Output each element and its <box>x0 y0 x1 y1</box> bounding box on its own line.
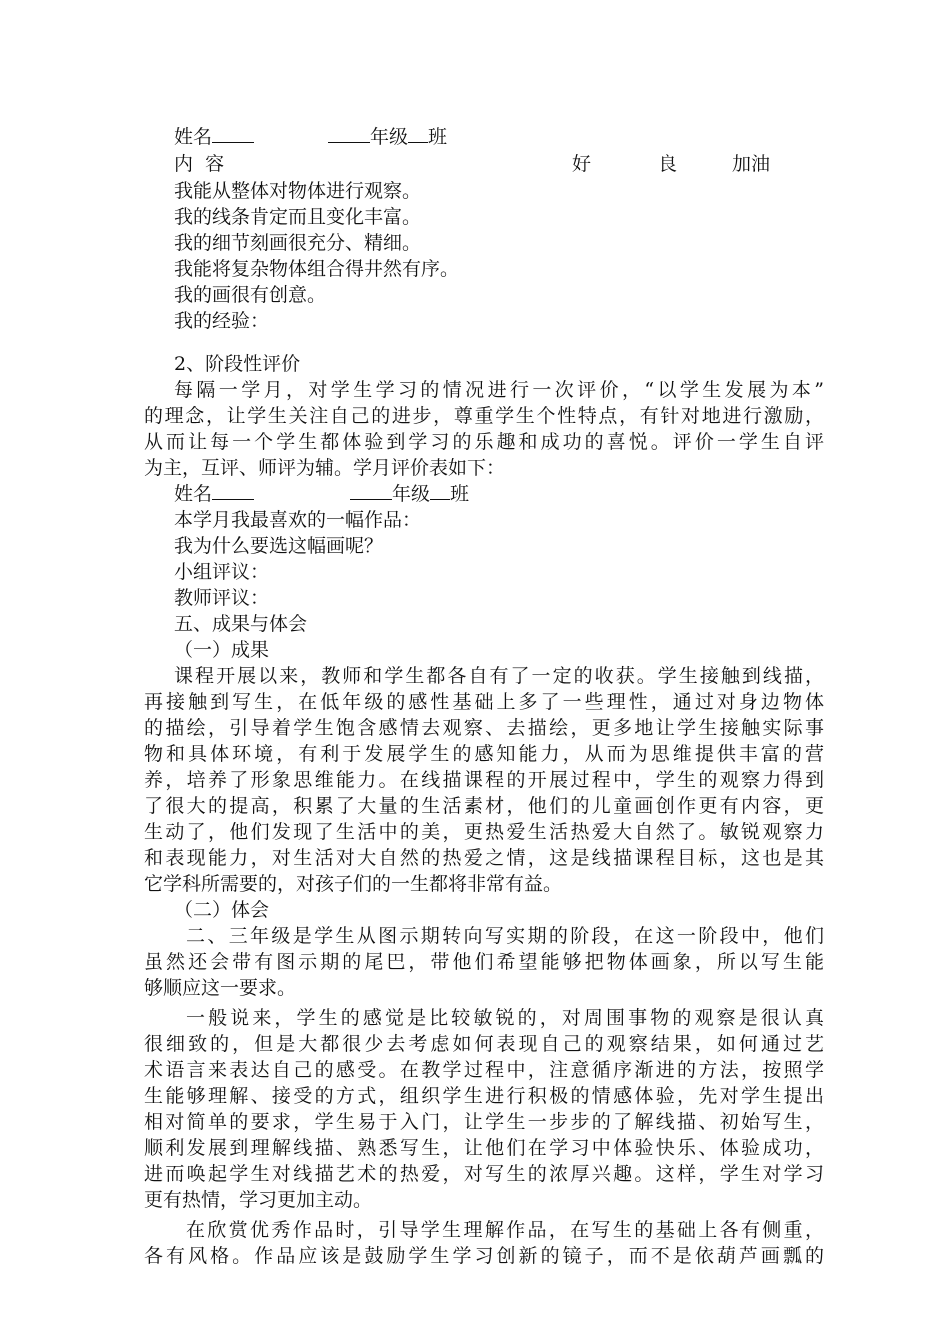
paragraph-line: 顺利发展到理解线描、熟悉写生，让他们在学习中体验快乐、体验成功， <box>144 1137 824 1159</box>
class-blank <box>408 124 428 143</box>
paragraph-line: 了很大的提高，积累了大量的生活素材，他们的儿童画创作更有内容，更 <box>144 795 824 817</box>
paragraph-line: 再接触到写生，在低年级的感性基础上多了一些理性，通过对身边物体 <box>144 691 824 713</box>
rating-cheer: 加油 <box>732 153 771 175</box>
paragraph-line: 养，培养了形象思维能力。在线描课程的开展过程中，学生的观察力得到 <box>144 769 824 791</box>
grade-label: 年级 <box>370 126 409 148</box>
form1-item: 我的画很有创意。 <box>174 284 327 306</box>
form1-item: 我的细节刻画很充分、精细。 <box>174 232 422 254</box>
name-label: 姓名 <box>174 483 213 505</box>
rating-good: 好 <box>572 153 592 175</box>
section5-heading: 五、成果与体会 <box>174 613 308 635</box>
paragraph-line: 物和具体环境，有利于发展学生的感知能力，从而为思维提供丰富的营 <box>144 743 824 765</box>
subheading-results: （一）成果 <box>174 639 270 661</box>
paragraph-line: 二、三年级是学生从图示期转向写实期的阶段，在这一阶段中，他们 <box>186 925 824 947</box>
name-blank <box>212 481 254 500</box>
content-label: 内 容 <box>174 153 225 175</box>
form1-item: 我能从整体对物体进行观察。 <box>174 180 422 202</box>
paragraph-line: 进而唤起学生对线描艺术的热爱，对写生的浓厚兴趣。这样，学生对学习 <box>144 1163 824 1185</box>
class-label: 班 <box>428 126 448 148</box>
paragraph-line: 各有风格。作品应该是鼓励学生学习创新的镜子，而不是依葫芦画瓢的 <box>144 1245 824 1267</box>
paragraph-line: 很细致的，但是大都很少去考虑如何表现自己的观察结果，如何通过艺 <box>144 1033 824 1055</box>
form2-item: 教师评议： <box>174 587 270 609</box>
form1-item: 我的经验： <box>174 310 270 332</box>
form1-name-row <box>174 124 854 151</box>
form2-name-row <box>174 481 854 508</box>
class-label: 班 <box>450 483 470 505</box>
section2-heading: 2、阶段性评价 <box>174 353 301 375</box>
section2-line: 为主，互评、师评为辅。学月评价表如下： <box>144 457 506 479</box>
paragraph-line: 的描绘，引导着学生饱含感情去观察、去描绘，更多地让学生接触实际事 <box>144 717 824 739</box>
paragraph-line: 虽然还会带有图示期的尾巴，带他们希望能够把物体画象，所以写生能 <box>144 951 824 973</box>
paragraph-line: 生能够理解、接受的方式，组织学生进行积极的情感体验，先对学生提出 <box>144 1085 824 1107</box>
form1-item: 我能将复杂物体组合得井然有序。 <box>174 258 460 280</box>
class-blank <box>430 481 450 500</box>
form2-item: 本学月我最喜欢的一幅作品： <box>174 509 422 531</box>
grade-blank <box>350 481 392 500</box>
paragraph-line: 课程开展以来，教师和学生都各自有了一定的收获。学生接触到线描， <box>174 665 824 687</box>
paragraph-line: 和表现能力，对生活对大自然的热爱之情，这是线描课程目标，这也是其 <box>144 847 824 869</box>
form2-item: 我为什么要选这幅画呢？ <box>174 535 384 557</box>
grade-blank <box>328 124 370 143</box>
section2-line: 每隔一学月，对学生学习的情况进行一次评价，“以学生发展为本” <box>174 379 824 401</box>
form1-item: 我的线条肯定而且变化丰富。 <box>174 206 422 228</box>
grade-label: 年级 <box>392 483 431 505</box>
form2-item: 小组评议： <box>174 561 270 583</box>
paragraph-line: 够顺应这一要求。 <box>144 977 297 999</box>
paragraph-line: 生动了，他们发现了生活中的美，更热爱生活热爱大自然了。敏锐观察力 <box>144 821 824 843</box>
section2-line: 从而让每一个学生都体验到学习的乐趣和成功的喜悦。评价一学生自评 <box>144 431 824 453</box>
name-label: 姓名 <box>174 126 213 148</box>
subheading-reflection: （二）体会 <box>174 899 270 921</box>
paragraph-line: 它学科所需要的，对孩子们的一生都将非常有益。 <box>144 873 563 895</box>
paragraph-line: 术语言来表达自己的感受。在教学过程中，注意循序渐进的方法，按照学 <box>144 1059 824 1081</box>
name-blank <box>212 124 254 143</box>
rating-ok: 良 <box>658 153 678 175</box>
paragraph-line: 相对简单的要求，学生易于入门，让学生一步步的了解线描、初始写生， <box>144 1111 824 1133</box>
paragraph-line: 更有热情，学习更加主动。 <box>144 1189 373 1211</box>
paragraph-line: 一般说来，学生的感觉是比较敏锐的，对周围事物的观察是很认真 <box>186 1007 824 1029</box>
section2-line: 的理念，让学生关注自己的进步，尊重学生个性特点，有针对地进行激励， <box>144 405 824 427</box>
paragraph-line: 在欣赏优秀作品时，引导学生理解作品，在写生的基础上各有侧重， <box>186 1219 824 1241</box>
form1-header-row <box>174 151 854 178</box>
